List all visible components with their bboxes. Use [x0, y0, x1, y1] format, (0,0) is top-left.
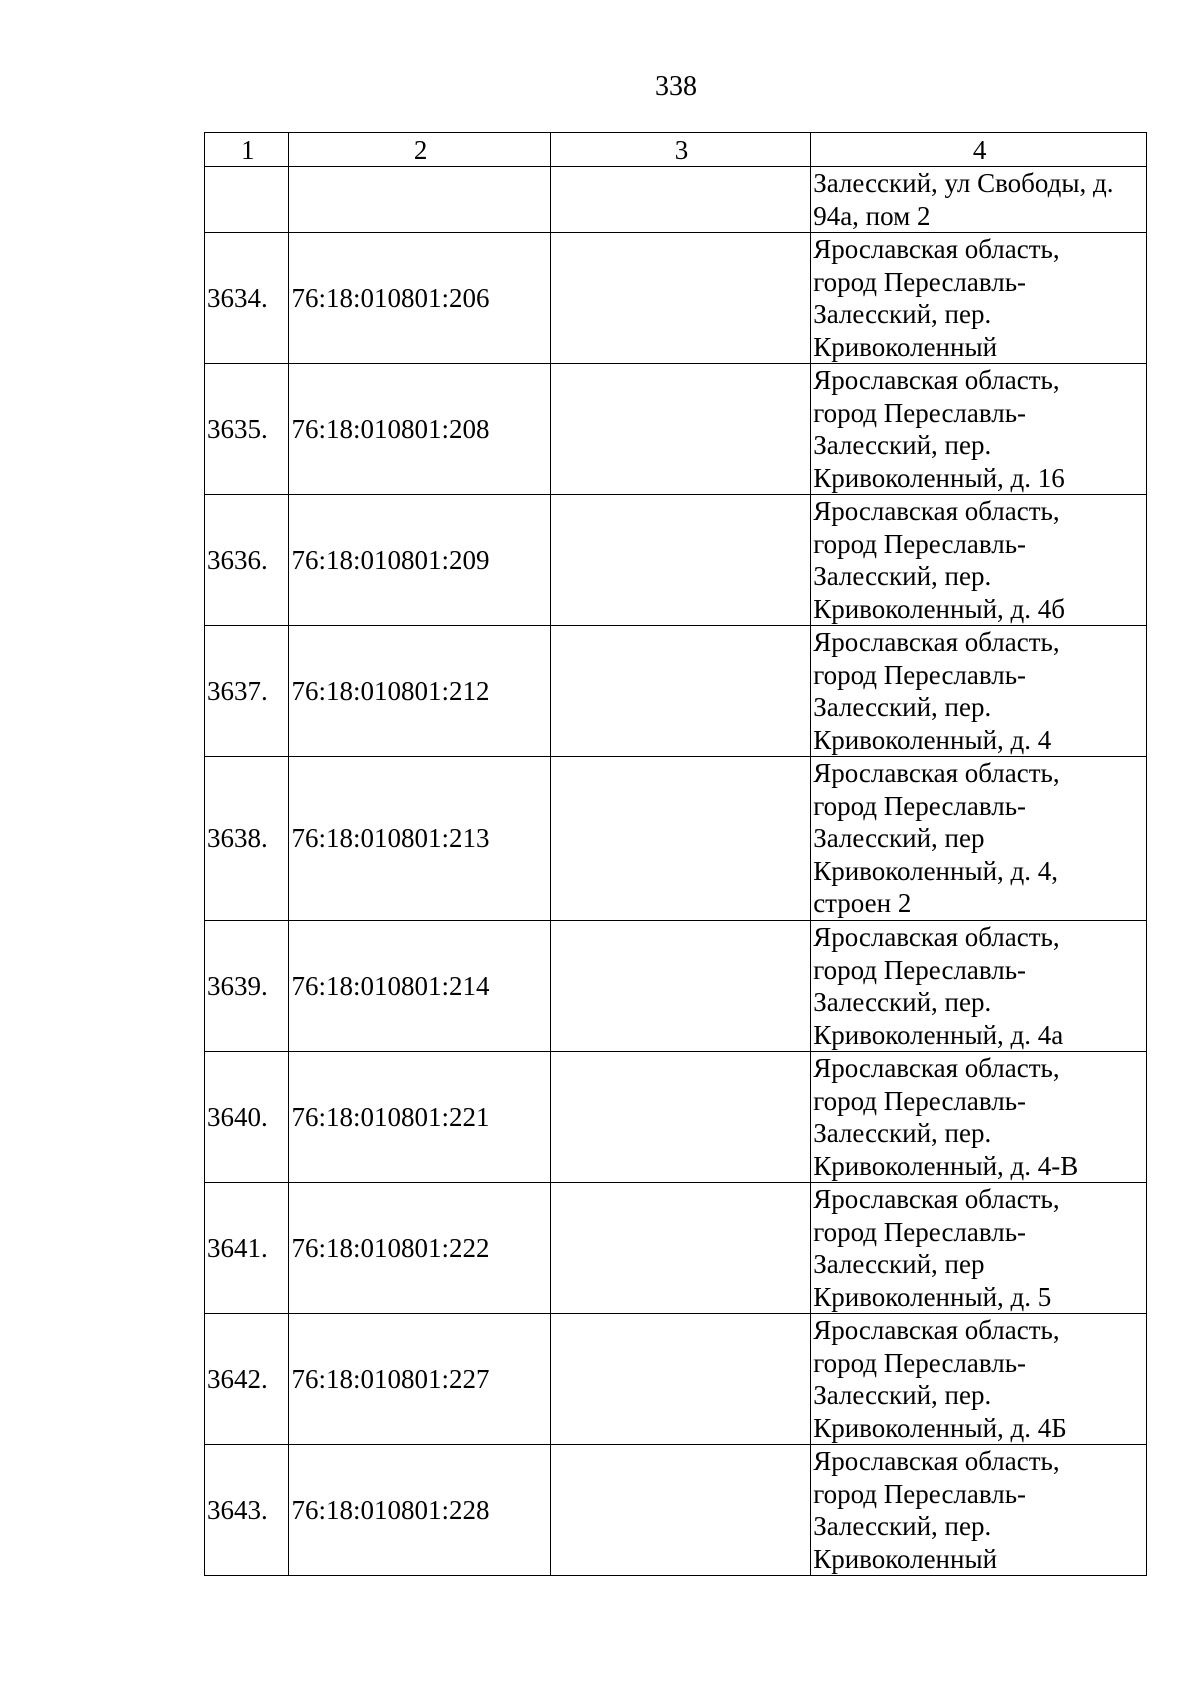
address-line: город Переславль- — [813, 397, 1027, 428]
row-number-cell: 3643. — [205, 1445, 289, 1576]
address-line: Ярославская область, — [813, 496, 1060, 526]
cadastral-number-cell: 76:18:010801:227 — [289, 1314, 550, 1445]
row-number-cell: 3640. — [205, 1052, 289, 1183]
address-line: Ярославская область, — [813, 234, 1060, 264]
address-cell — [811, 921, 1147, 1052]
address-line: Ярославская область, — [813, 1446, 1060, 1476]
address-line: город Переславль- — [813, 266, 1027, 297]
table-row — [205, 495, 1147, 626]
address-cell — [811, 626, 1147, 757]
cadastral-number-cell: 76:18:010801:213 — [289, 757, 550, 921]
address-line: Залесский, пер. — [813, 692, 992, 722]
row-number-cell: 3641. — [205, 1183, 289, 1314]
cadastral-number-cell — [289, 167, 550, 233]
cadastral-number-cell: 76:18:010801:208 — [289, 364, 550, 495]
row-number-cell: 3636. — [205, 495, 289, 626]
page-number: 338 — [655, 71, 697, 102]
address-line: Кривоколенный — [813, 331, 998, 362]
cadastral-number-cell: 76:18:010801:221 — [289, 1052, 550, 1183]
address-cell — [811, 167, 1147, 233]
empty-cell — [550, 1052, 810, 1183]
address-line: город Переславль- — [813, 1085, 1027, 1116]
table-row — [205, 757, 1147, 921]
address-line: Залесский, пер. — [813, 987, 992, 1017]
table-row — [205, 1314, 1147, 1445]
address-line: Залесский, ул Свободы, д. — [813, 168, 1114, 198]
address-line: Залесский, пер. — [813, 430, 992, 460]
cadastral-number-cell: 76:18:010801:212 — [289, 626, 550, 757]
address-line: Кривоколенный, д. 16 — [813, 462, 1065, 493]
address-line: Залесский, пер — [813, 1249, 985, 1279]
address-line: город Переславль- — [813, 659, 1027, 690]
header-col-2: 2 — [289, 133, 550, 167]
address-line: Ярославская область, — [813, 365, 1060, 395]
address-line: Ярославская область, — [813, 627, 1060, 657]
cadastral-number-cell: 76:18:010801:222 — [289, 1183, 550, 1314]
address-line: Ярославская область, — [813, 758, 1060, 789]
address-line: Кривоколенный — [813, 1543, 998, 1574]
empty-cell — [550, 1183, 810, 1314]
table-header-row — [205, 133, 1147, 167]
address-line: город Переславль- — [813, 1478, 1027, 1509]
cadastral-table — [204, 132, 1147, 1576]
address-line: Залесский, пер — [813, 823, 985, 854]
address-cell — [811, 364, 1147, 495]
address-line: строен 2 — [813, 888, 912, 919]
empty-cell — [550, 233, 810, 364]
row-number-cell: 3639. — [205, 921, 289, 1052]
table-body — [205, 167, 1147, 1576]
empty-cell — [550, 1314, 810, 1445]
address-cell — [811, 233, 1147, 364]
address-line: Кривоколенный, д. 4-В — [813, 1150, 1079, 1181]
header-col-1: 1 — [205, 133, 289, 167]
address-line: Залесский, пер. — [813, 1511, 992, 1541]
table-row — [205, 364, 1147, 495]
address-line: город Переславль- — [813, 1347, 1027, 1378]
address-line: Ярославская область, — [813, 1184, 1060, 1214]
address-line: Ярославская область, — [813, 1315, 1060, 1345]
address-line: Залесский, пер. — [813, 1380, 992, 1410]
address-line: город Переславль- — [813, 528, 1027, 559]
row-number-cell: 3638. — [205, 757, 289, 921]
table-row — [205, 1052, 1147, 1183]
address-cell — [811, 1183, 1147, 1314]
row-number-cell: 3635. — [205, 364, 289, 495]
cadastral-number-cell: 76:18:010801:209 — [289, 495, 550, 626]
header-col-3: 3 — [550, 133, 810, 167]
table-row — [205, 1183, 1147, 1314]
table-row — [205, 921, 1147, 1052]
address-cell — [811, 1445, 1147, 1576]
row-number-cell — [205, 167, 289, 233]
empty-cell — [550, 921, 810, 1052]
address-cell — [811, 495, 1147, 626]
address-line: город Переславль- — [813, 1216, 1027, 1247]
table-row — [205, 626, 1147, 757]
table-row — [205, 233, 1147, 364]
empty-cell — [550, 364, 810, 495]
address-line: Кривоколенный, д. 4а — [813, 1019, 1064, 1050]
table-row — [205, 1445, 1147, 1576]
cadastral-number-cell: 76:18:010801:206 — [289, 233, 550, 364]
address-line: город Переславль- — [813, 790, 1027, 821]
header-col-4: 4 — [811, 133, 1147, 167]
cadastral-number-cell: 76:18:010801:228 — [289, 1445, 550, 1576]
address-line: Залесский, пер. — [813, 561, 992, 591]
address-line: Залесский, пер. — [813, 299, 992, 329]
empty-cell — [550, 167, 810, 233]
empty-cell — [550, 495, 810, 626]
empty-cell — [550, 1445, 810, 1576]
address-line: Кривоколенный, д. 4 — [813, 724, 1052, 755]
row-number-cell: 3634. — [205, 233, 289, 364]
row-number-cell: 3642. — [205, 1314, 289, 1445]
empty-cell — [550, 626, 810, 757]
address-line: Кривоколенный, д. 4, — [813, 855, 1059, 886]
cadastral-number-cell: 76:18:010801:214 — [289, 921, 550, 1052]
address-cell — [811, 757, 1147, 921]
address-line: Кривоколенный, д. 5 — [813, 1281, 1052, 1312]
address-line: Ярославская область, — [813, 922, 1060, 952]
address-line: Залесский, пер. — [813, 1118, 992, 1148]
address-line: Ярославская область, — [813, 1053, 1060, 1083]
continuation-row — [205, 167, 1147, 233]
address-line: Кривоколенный, д. 4Б — [813, 1412, 1067, 1443]
address-cell — [811, 1052, 1147, 1183]
address-line: 94а, пом 2 — [813, 200, 931, 231]
row-number-cell: 3637. — [205, 626, 289, 757]
address-line: город Переславль- — [813, 954, 1027, 985]
address-cell — [811, 1314, 1147, 1445]
empty-cell — [550, 757, 810, 921]
address-line: Кривоколенный, д. 4б — [813, 593, 1066, 624]
